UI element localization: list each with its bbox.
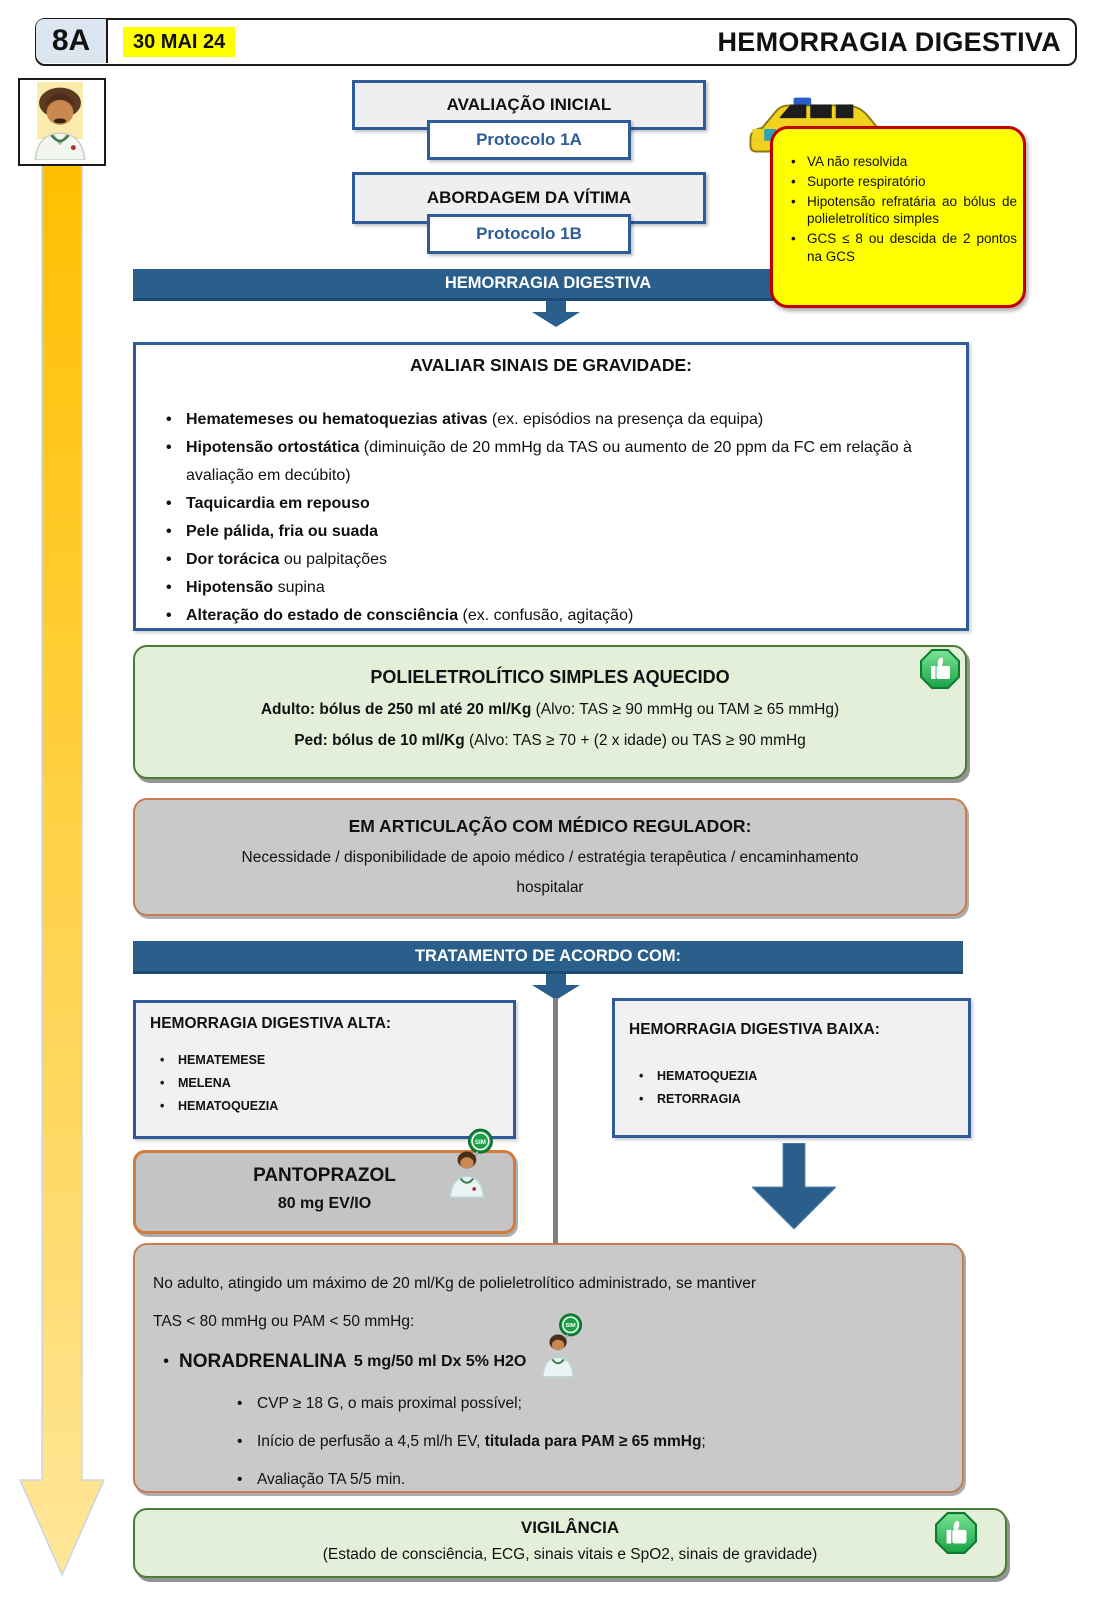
list-item: • Hipotensão ortostática (diminuição de 20 mmHg da TAS ou aumento de 20 ppm da FC em relação à avaliação em decúbito) xyxy=(160,434,946,490)
hemorragia-alta-box xyxy=(133,1000,516,1139)
bullet: • xyxy=(163,1353,169,1370)
nora-intro-line1: No adulto, atingido um máximo de 20 ml/Kg de polieletrolítico administrado, se mantiver xyxy=(153,1275,757,1292)
nora-sub-list xyxy=(135,1385,962,1499)
protocol-date: 30 MAI 24 xyxy=(123,27,235,57)
regulador-title: EM ARTICULAÇÃO COM MÉDICO REGULADOR: xyxy=(348,816,752,836)
nora-intro-line2: TAS < 80 mmHg ou PAM < 50 mmHg: xyxy=(153,1313,415,1330)
hemorragia-baixa-box xyxy=(612,998,971,1138)
sim-badge-label: SIM xyxy=(474,1138,486,1146)
step-abordagem-vitima: ABORDAGEM DA VÍTIMA xyxy=(352,172,706,224)
step-avaliacao-inicial: AVALIAÇÃO INICIAL xyxy=(352,80,706,130)
baixa-title: HEMORRAGIA DIGESTIVA BAIXA: xyxy=(629,1021,880,1038)
pantoprazol-dose: 80 mg EV/IO xyxy=(277,1195,372,1212)
list-item: • RETORRAGIA xyxy=(635,1088,968,1111)
alta-title: HEMORRAGIA DIGESTIVA ALTA: xyxy=(150,1015,392,1032)
list-item: • Pele pálida, fria ou suada xyxy=(160,518,946,546)
vigilancia-box xyxy=(133,1508,1007,1578)
big-down-arrow-icon xyxy=(752,1143,836,1229)
page-header xyxy=(35,18,1077,66)
medico-regulador-box xyxy=(133,798,967,916)
list-item: • Alteração do estado de consciência (ex. confusão, agitação) xyxy=(160,602,946,630)
list-item: • Hematemeses ou hematoquezias ativas (ex. episódios na presença da equipa) xyxy=(160,406,946,434)
vigilancia-text: (Estado de consciência, ECG, sinais vitais e SpO2, sinais de gravidade) xyxy=(322,1546,818,1563)
regulador-text-line1: Necessidade / disponibilidade de apoio médico / estratégia terapêutica / encaminhamento xyxy=(241,849,859,866)
severity-signs-box xyxy=(133,342,969,631)
list-item: • Dor torácica ou palpitações xyxy=(160,546,946,574)
thumbs-up-icon xyxy=(935,1512,977,1554)
protocol-code: 8A xyxy=(36,19,108,63)
nora-drug-detail: 5 mg/50 ml Dx 5% H2O xyxy=(353,1353,527,1370)
fluids-title: POLIELETROLÍTICO SIMPLES AQUECIDO xyxy=(370,667,730,687)
sim-badge-label: SIM xyxy=(565,1323,577,1330)
list-item: • HEMATOQUEZIA xyxy=(635,1065,968,1088)
down-arrow-icon xyxy=(532,301,580,327)
list-item: • Hipotensão refratária ao bólus de polieletrolítico simples xyxy=(787,193,1017,229)
thumbs-up-icon xyxy=(920,649,960,689)
flow-connector-line xyxy=(553,998,558,1245)
regulador-text-line2: hospitalar xyxy=(516,879,584,896)
alta-list xyxy=(136,1049,513,1118)
polieletrolitico-box xyxy=(133,645,967,779)
doctor-avatar-icon xyxy=(20,80,100,160)
doctor-sim-icon xyxy=(443,1128,495,1198)
baixa-list xyxy=(615,1065,968,1111)
down-arrow-icon xyxy=(532,974,580,1000)
fluids-ped-line: Ped: bólus de 10 ml/Kg (Alvo: TAS ≥ 70 + (2 x idade) ou TAS ≥ 90 mmHg xyxy=(294,732,806,749)
list-item: • Avaliação TA 5/5 min. xyxy=(235,1461,962,1499)
severity-list xyxy=(136,406,966,630)
avatar xyxy=(18,78,106,166)
list-item: • GCS ≤ 8 ou descida de 2 pontos na GCS xyxy=(787,230,1017,266)
list-item: • HEMATOQUEZIA xyxy=(156,1095,513,1118)
protocolo-1b-link[interactable]: Protocolo 1B xyxy=(427,214,631,254)
list-item: • Início de perfusão a 4,5 ml/h EV, titulada para PAM ≥ 65 mmHg; xyxy=(235,1423,962,1461)
list-item: • MELENA xyxy=(156,1072,513,1095)
protocolo-1a-link[interactable]: Protocolo 1A xyxy=(427,120,631,160)
list-item: • Hipotensão supina xyxy=(160,574,946,602)
banner-tratamento: TRATAMENTO DE ACORDO COM: xyxy=(133,941,963,974)
pantoprazol-name: PANTOPRAZOL xyxy=(253,1165,396,1186)
list-item: • HEMATEMESE xyxy=(156,1049,513,1072)
doctor-sim-icon xyxy=(536,1313,584,1377)
vigilancia-title: VIGILÂNCIA xyxy=(520,1518,620,1537)
noradrenalina-box xyxy=(133,1243,964,1493)
nora-drug-line xyxy=(153,1323,962,1377)
fluids-adult-line: Adulto: bólus de 250 ml até 20 ml/Kg (Alvo: TAS ≥ 90 mmHg ou TAM ≥ 65 mmHg) xyxy=(260,701,840,718)
list-item: • VA não resolvida xyxy=(787,153,1017,171)
page-title: HEMORRAGIA DIGESTIVA xyxy=(717,27,1061,57)
timeline-down-arrow xyxy=(14,150,118,1580)
list-item: • CVP ≥ 18 G, o mais proximal possível; xyxy=(235,1385,962,1423)
severity-title: AVALIAR SINAIS DE GRAVIDADE: xyxy=(410,355,692,375)
critical-criteria-list xyxy=(787,153,1017,266)
nora-drug-name: NORADRENALINA xyxy=(179,1351,347,1372)
banner-hemorragia-digestiva: HEMORRAGIA DIGESTIVA xyxy=(133,269,963,301)
list-item: • Suporte respiratório xyxy=(787,173,1017,191)
list-item: • Taquicardia em repouso xyxy=(160,490,946,518)
critical-criteria-callout xyxy=(770,126,1026,308)
